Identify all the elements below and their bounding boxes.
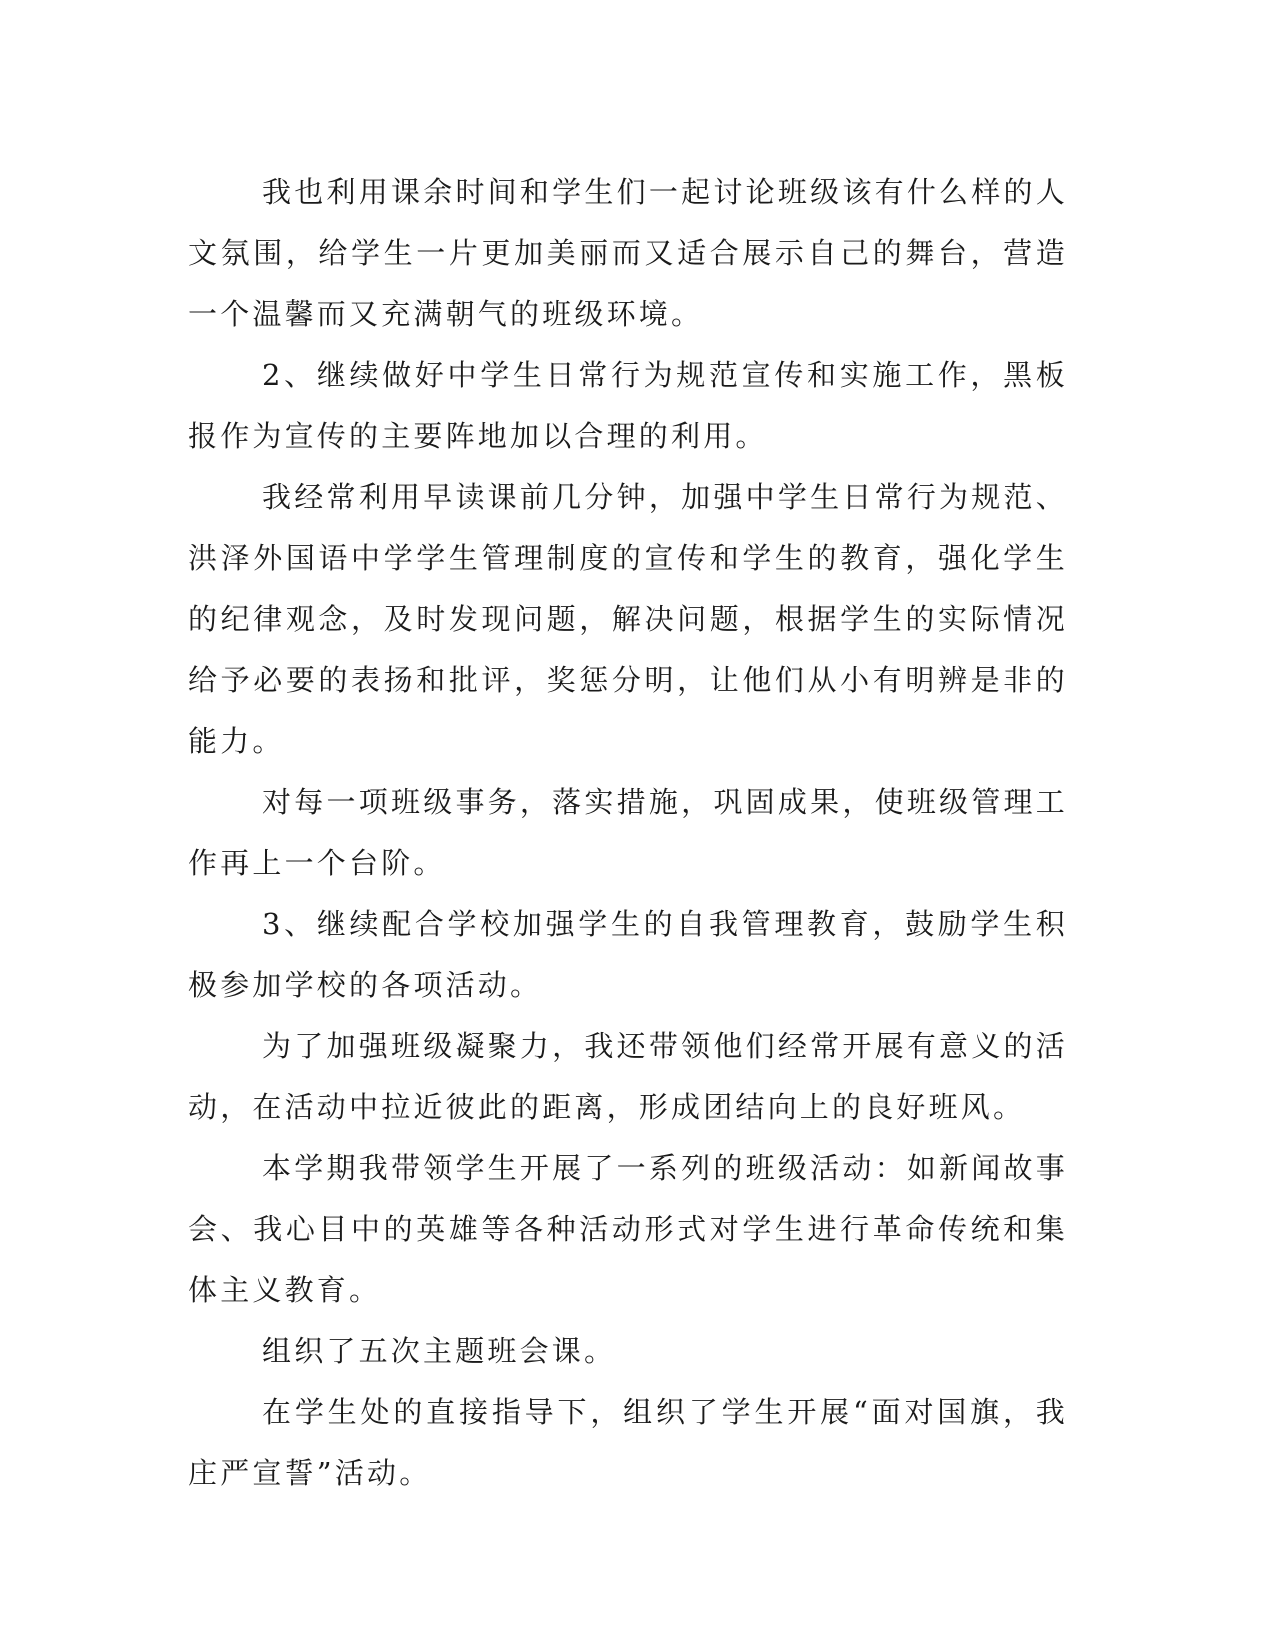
paragraph: 3、继续配合学校加强学生的自我管理教育，鼓励学生积极参加学校的各项活动。 — [188, 907, 1068, 1002]
paragraph: 在学生处的直接指导下，组织了学生开展“面对国旗，我庄严宣誓”活动。 — [188, 1395, 1068, 1490]
paragraph: 本学期我带领学生开展了一系列的班级活动：如新闻故事会、我心目中的英雄等各种活动形式对学生进行革命传统和集体主义教育。 — [188, 1151, 1068, 1307]
paragraph: 我也利用课余时间和学生们一起讨论班级该有什么样的人文氛围，给学生一片更加美丽而又适合展示自己的舞台，营造一个温馨而又充满朝气的班级环境。 — [188, 175, 1068, 331]
paragraph: 我经常利用早读课前几分钟，加强中学生日常行为规范、洪泽外国语中学学生管理制度的宣传和学生的教育，强化学生的纪律观念，及时发现问题，解决问题，根据学生的实际情况给予必要的表扬和批评，奖惩分明，让他们从小有明辨是非的能力。 — [188, 480, 1068, 758]
paragraph: 2、继续做好中学生日常行为规范宣传和实施工作，黑板报作为宣传的主要阵地加以合理的利用。 — [188, 358, 1068, 453]
paragraph: 组织了五次主题班会课。 — [262, 1334, 617, 1368]
paragraph: 为了加强班级凝聚力，我还带领他们经常开展有意义的活动，在活动中拉近彼此的距离，形成团结向上的良好班风。 — [188, 1029, 1068, 1124]
paragraph: 对每一项班级事务，落实措施，巩固成果，使班级管理工作再上一个台阶。 — [188, 785, 1068, 880]
document-body — [188, 162, 1068, 1504]
